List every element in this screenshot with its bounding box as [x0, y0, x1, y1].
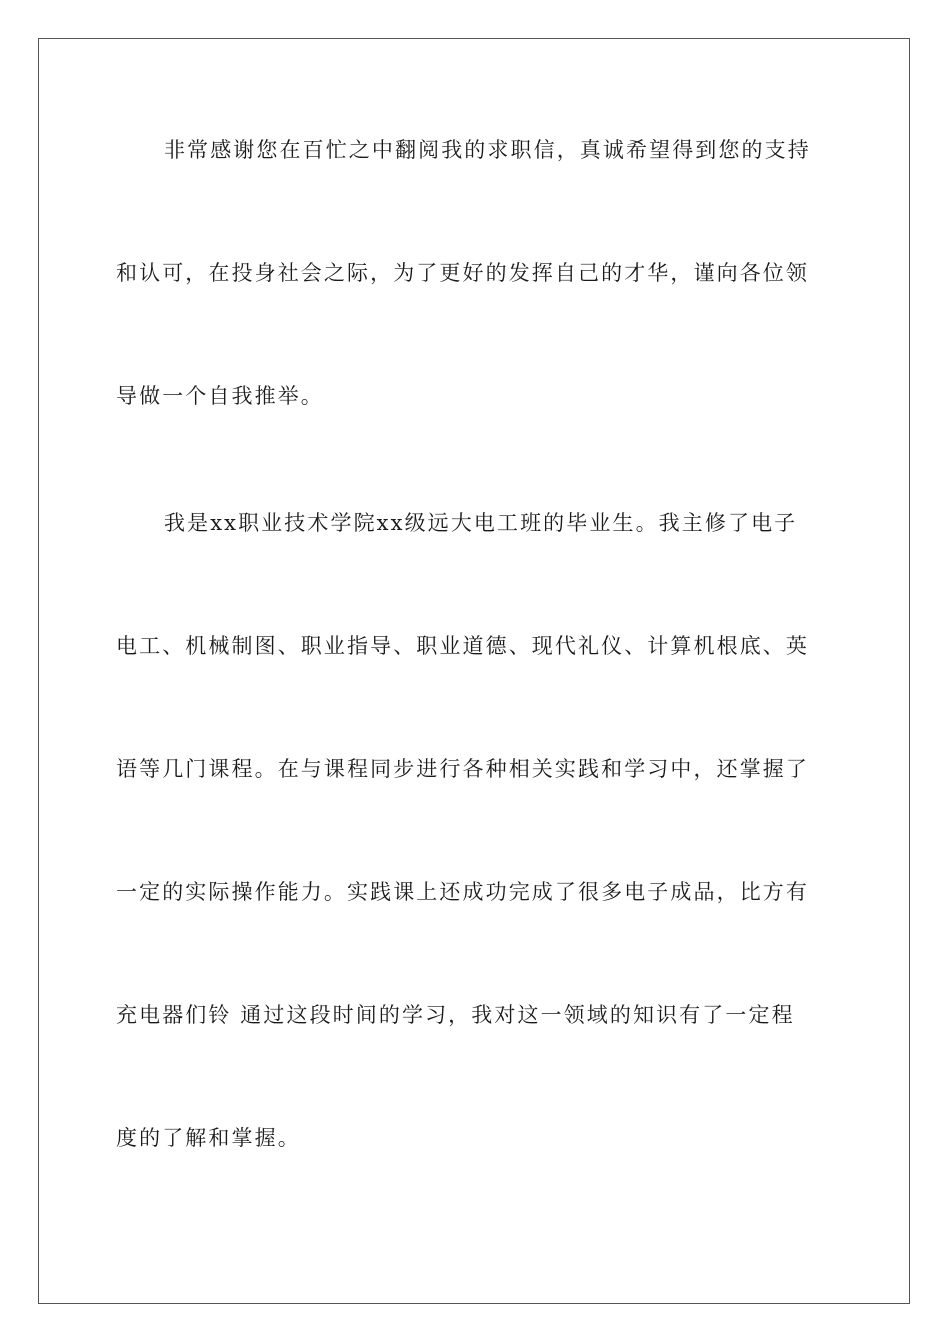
page-border — [38, 38, 910, 1304]
paragraph-1-line-2: 和认可，在投身社会之际，为了更好的发挥自己的才华，谨向各位领 — [116, 261, 809, 285]
paragraph-2-line-4: 一定的实际操作能力。实践课上还成功完成了很多电子成品，比方有 — [116, 880, 809, 904]
paragraph-2-line-6: 度的了解和掌握。 — [116, 1126, 301, 1150]
paragraph-2-line-5: 充电器们铃 通过这段时间的学习，我对这一领域的知识有了一定程 — [116, 1003, 795, 1027]
paragraph-1-line-3: 导做一个自我推举。 — [116, 384, 324, 408]
paragraph-2-line-3: 语等几门课程。在与课程同步进行各种相关实践和学习中，还掌握了 — [116, 757, 809, 781]
paragraph-1-line-1: 非常感谢您在百忙之中翻阅我的求职信，真诚希望得到您的支持 — [164, 138, 811, 162]
paragraph-2-line-1: 我是xx职业技术学院xx级远大电工班的毕业生。我主修了电子 — [164, 511, 798, 535]
paragraph-2-line-2: 电工、机械制图、职业指导、职业道德、现代礼仪、计算机根底、英 — [116, 634, 809, 658]
